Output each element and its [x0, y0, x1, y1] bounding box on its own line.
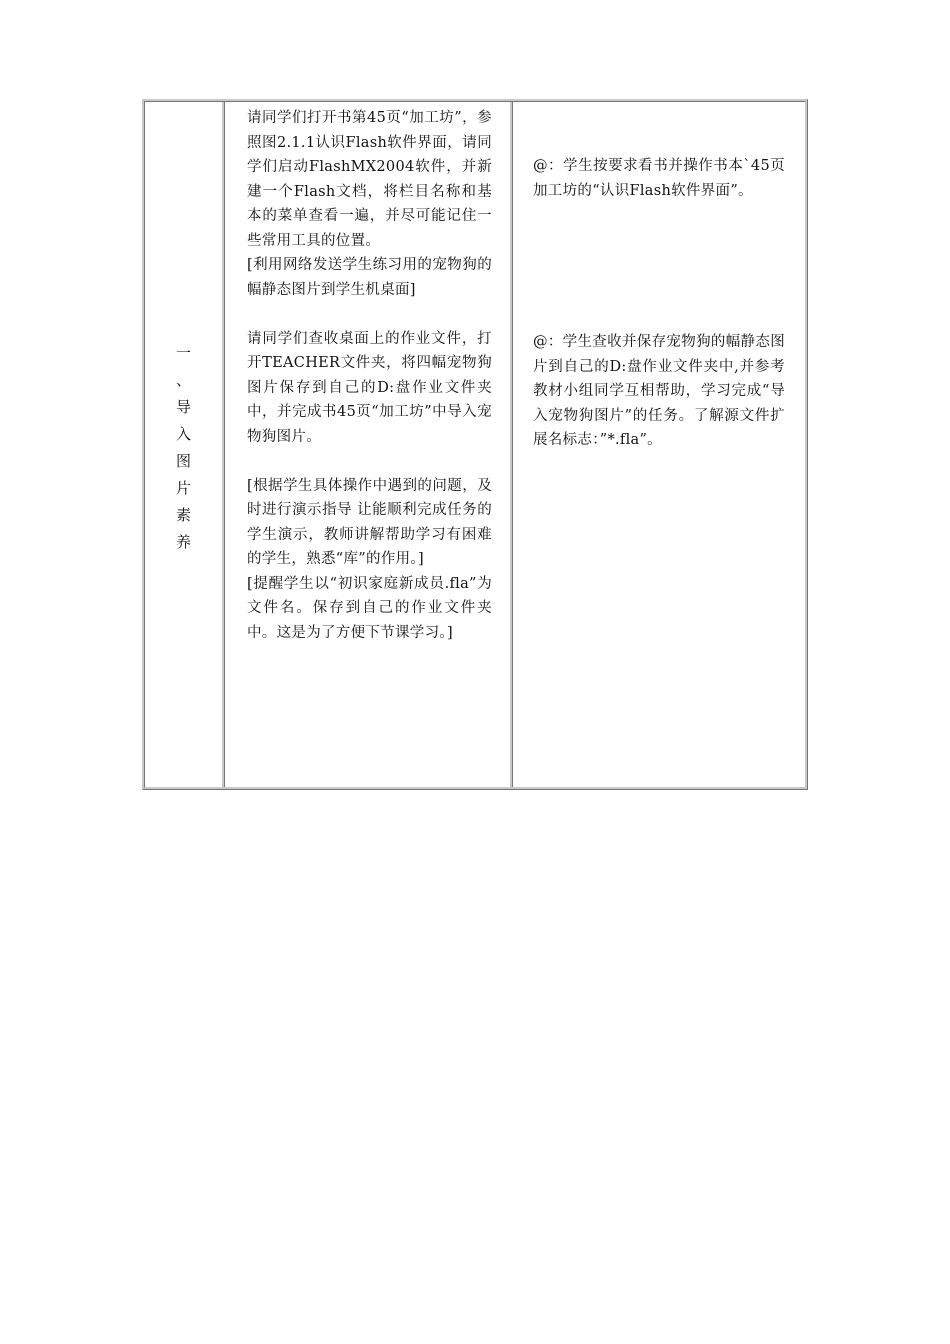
- teacher-paragraph: [提醒学生以“初识家庭新成员.fla”为文件名。保存到自己的作业文件夹中。这是为了方便下节课学习。]: [247, 575, 492, 641]
- student-paragraph-2: @：学生查收并保存宠物狗的幅静态图片到自己的D:盘作业文件夹中,并参考教材小组同学互相帮助，学习完成“导入宠物狗图片”的任务。了解源文件扩展名标志：”*.fla”。: [533, 334, 785, 448]
- section-char: 素: [175, 506, 191, 524]
- section-column: [145, 102, 225, 787]
- section-char: 一: [175, 344, 191, 362]
- section-char: 养: [175, 533, 191, 551]
- teacher-paragraph: [利用网络发送学生练习用的宠物狗的幅静态图片到学生机桌面]: [247, 257, 492, 298]
- section-title: [145, 340, 222, 556]
- student-activity-column: [513, 102, 805, 787]
- section-char: 片: [175, 479, 191, 497]
- section-char: 导: [175, 398, 191, 416]
- lesson-table: [142, 99, 808, 790]
- student-paragraph-1: @：学生按要求看书并操作书本`45页加工坊的“认识Flash软件界面”。: [533, 158, 785, 199]
- teacher-paragraph: [根据学生具体操作中遇到的问题，及时进行演示指导 让能顺利完成任务的学生演示，教师讲解帮助学习有困难的学生，熟悉“库”的作用。]: [247, 477, 492, 567]
- section-char: 入: [175, 425, 191, 443]
- teacher-paragraph: 请同学们打开书第45页“加工坊”，参照图2.1.1认识Flash软件界面，请同学们启动FlashMX2004软件，并新建一个Flash文档，将栏目名称和基本的菜单查看一遍，并尽可能记住一些常用工具的位置。: [247, 110, 492, 249]
- teacher-paragraph: 请同学们查收桌面上的作业文件，打开TEACHER文件夹，将四幅宠物狗图片保存到自己的D:盘作业文件夹中，并完成书45页“加工坊”中导入宠物狗图片。: [247, 330, 492, 445]
- teacher-activity-text: [247, 106, 492, 645]
- teacher-activity-column: [225, 102, 513, 787]
- section-char: 图: [175, 452, 191, 470]
- section-char: 、: [175, 371, 191, 389]
